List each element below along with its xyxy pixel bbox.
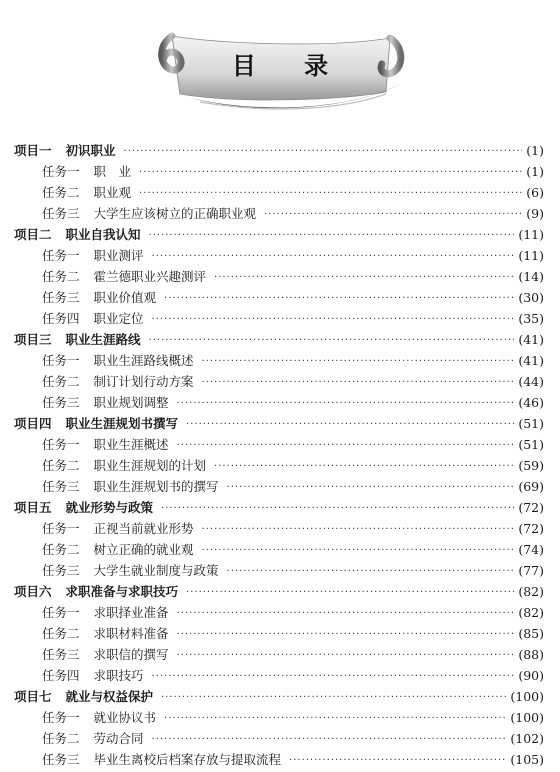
toc-task-row[interactable] — [14, 161, 544, 182]
page-number: (74) — [518, 542, 544, 557]
page-number: (90) — [518, 668, 544, 683]
page-number: (51) — [518, 416, 544, 431]
toc-task-row[interactable] — [14, 203, 544, 224]
task-number: 任务二 — [42, 269, 80, 284]
task-number: 任务三 — [42, 290, 80, 305]
dot-leader — [152, 729, 507, 750]
toc-task-row[interactable] — [14, 602, 544, 623]
toc-task-row[interactable] — [14, 392, 544, 413]
task-number: 任务二 — [42, 542, 80, 557]
title-banner — [150, 14, 410, 124]
task-number: 任务三 — [42, 752, 80, 767]
task-title: 职业生涯概述 — [93, 437, 169, 452]
page-number: (1) — [526, 164, 544, 179]
page-number: (35) — [518, 311, 544, 326]
task-number: 任务一 — [42, 437, 80, 452]
toc-project-row[interactable] — [14, 140, 544, 161]
toc-task-row[interactable] — [14, 560, 544, 581]
dot-leader — [186, 414, 514, 435]
task-number: 任务一 — [42, 605, 80, 620]
task-number: 任务三 — [42, 206, 80, 221]
toc-task-row[interactable] — [14, 539, 544, 560]
dot-leader — [164, 708, 506, 729]
toc-task-row[interactable] — [14, 644, 544, 665]
page-number: (100) — [510, 710, 544, 725]
page-number: (11) — [518, 227, 544, 242]
page-number: (6) — [526, 185, 544, 200]
project-number: 项目四 — [14, 416, 52, 431]
task-title: 正视当前就业形势 — [93, 521, 194, 536]
toc-project-row[interactable] — [14, 581, 544, 602]
task-number: 任务二 — [42, 374, 80, 389]
task-title: 毕业生离校后档案存放与提取流程 — [93, 752, 282, 767]
dot-leader — [161, 498, 514, 519]
toc-task-row[interactable] — [14, 623, 544, 644]
task-title: 职业生涯路线概述 — [93, 353, 194, 368]
task-title: 职业生涯规划的计划 — [93, 458, 207, 473]
project-number: 项目六 — [14, 584, 52, 599]
page-number: (82) — [518, 605, 544, 620]
dot-leader — [177, 393, 515, 414]
project-title: 初识职业 — [65, 143, 116, 158]
task-number: 任务四 — [42, 668, 80, 683]
toc-task-row[interactable] — [14, 749, 544, 770]
dot-leader — [227, 477, 515, 498]
toc-task-row[interactable] — [14, 182, 544, 203]
project-number: 项目五 — [14, 500, 52, 515]
page-number: (82) — [518, 584, 544, 599]
task-title: 职业价值观 — [93, 290, 157, 305]
dot-leader — [152, 246, 515, 267]
project-title: 职业生涯路线 — [65, 332, 141, 347]
dot-leader — [149, 225, 515, 246]
page-number: (85) — [518, 626, 544, 641]
toc-task-row[interactable] — [14, 350, 544, 371]
task-number: 任务三 — [42, 647, 80, 662]
task-number: 任务一 — [42, 248, 80, 263]
task-number: 任务四 — [42, 311, 80, 326]
dot-leader — [164, 288, 514, 309]
dot-leader — [186, 582, 514, 603]
task-title: 大学生应该树立的正确职业观 — [93, 206, 257, 221]
task-number: 任务三 — [42, 395, 80, 410]
task-number: 任务二 — [42, 626, 80, 641]
page-number: (69) — [518, 479, 544, 494]
page-number: (77) — [518, 563, 544, 578]
toc-task-row[interactable] — [14, 266, 544, 287]
task-title: 求职信的撰写 — [93, 647, 169, 662]
dot-leader — [177, 645, 515, 666]
dot-leader — [227, 561, 515, 582]
dot-leader — [161, 687, 506, 708]
task-number: 任务三 — [42, 563, 80, 578]
task-title: 职 业 — [93, 164, 132, 179]
dot-leader — [139, 162, 522, 183]
task-number: 任务二 — [42, 458, 80, 473]
dot-leader — [202, 540, 515, 561]
toc-project-row[interactable] — [14, 686, 544, 707]
task-title: 树立正确的就业观 — [93, 542, 194, 557]
dot-leader — [214, 267, 514, 288]
toc-project-row[interactable] — [14, 413, 544, 434]
dot-leader — [124, 141, 523, 162]
task-title: 大学生就业制度与政策 — [93, 563, 219, 578]
dot-leader — [139, 183, 522, 204]
page-number: (88) — [518, 647, 544, 662]
dot-leader — [177, 435, 515, 456]
project-number: 项目一 — [14, 143, 52, 158]
toc-project-row[interactable] — [14, 329, 544, 350]
page-number: (72) — [518, 521, 544, 536]
project-title: 就业与权益保护 — [65, 689, 154, 704]
task-title: 求职择业准备 — [93, 605, 169, 620]
dot-leader — [264, 204, 522, 225]
task-title: 就业协议书 — [93, 710, 157, 725]
page-number: (100) — [510, 689, 544, 704]
dot-leader — [152, 309, 515, 330]
dot-leader — [177, 624, 515, 645]
task-title: 职业规划调整 — [93, 395, 169, 410]
page-number: (46) — [518, 395, 544, 410]
task-title: 求职技巧 — [93, 668, 144, 683]
page-number: (102) — [510, 731, 544, 746]
task-number: 任务三 — [42, 479, 80, 494]
toc-task-row[interactable] — [14, 728, 544, 749]
dot-leader — [202, 519, 515, 540]
project-number: 项目三 — [14, 332, 52, 347]
page-number: (44) — [518, 374, 544, 389]
dot-leader — [202, 372, 515, 393]
project-number: 项目二 — [14, 227, 52, 242]
task-number: 任务二 — [42, 731, 80, 746]
task-title: 霍兰德职业兴趣测评 — [93, 269, 207, 284]
project-title: 职业生涯规划书撰写 — [65, 416, 179, 431]
toc-task-row[interactable] — [14, 434, 544, 455]
page-number: (11) — [518, 248, 544, 263]
page-number: (72) — [518, 500, 544, 515]
page-number: (51) — [518, 437, 544, 452]
toc-task-row[interactable] — [14, 707, 544, 728]
toc-task-row[interactable] — [14, 287, 544, 308]
page-number: (1) — [526, 143, 544, 158]
toc-project-row[interactable] — [14, 224, 544, 245]
toc-task-row[interactable] — [14, 455, 544, 476]
task-title: 职业观 — [93, 185, 132, 200]
task-title: 求职材料准备 — [93, 626, 169, 641]
task-title: 职业生涯规划书的撰写 — [93, 479, 219, 494]
project-number: 项目七 — [14, 689, 52, 704]
task-title: 职业定位 — [93, 311, 144, 326]
table-of-contents — [14, 140, 544, 770]
project-title: 求职准备与求职技巧 — [65, 584, 179, 599]
dot-leader — [149, 330, 515, 351]
dot-leader — [214, 456, 514, 477]
page-number: (41) — [518, 332, 544, 347]
dot-leader — [177, 603, 515, 624]
page-title: 目 录 — [231, 51, 349, 80]
toc-task-row[interactable] — [14, 518, 544, 539]
toc-task-row[interactable] — [14, 245, 544, 266]
toc-task-row[interactable] — [14, 476, 544, 497]
toc-task-row[interactable] — [14, 308, 544, 329]
task-number: 任务二 — [42, 185, 80, 200]
page-number: (9) — [526, 206, 544, 221]
page-number: (105) — [510, 752, 544, 767]
page-number: (41) — [518, 353, 544, 368]
task-title: 劳动合同 — [93, 731, 144, 746]
project-title: 就业形势与政策 — [65, 500, 154, 515]
dot-leader — [152, 666, 515, 687]
project-title: 职业自我认知 — [65, 227, 141, 242]
task-title: 职业测评 — [93, 248, 144, 263]
task-number: 任务一 — [42, 521, 80, 536]
task-number: 任务一 — [42, 164, 80, 179]
toc-task-row[interactable] — [14, 665, 544, 686]
toc-task-row[interactable] — [14, 371, 544, 392]
task-title: 制订计划行动方案 — [93, 374, 194, 389]
page-number: (30) — [518, 290, 544, 305]
dot-leader — [202, 351, 515, 372]
page-number: (14) — [518, 269, 544, 284]
dot-leader — [289, 750, 506, 771]
task-number: 任务一 — [42, 710, 80, 725]
page-number: (59) — [518, 458, 544, 473]
task-number: 任务一 — [42, 353, 80, 368]
toc-project-row[interactable] — [14, 497, 544, 518]
